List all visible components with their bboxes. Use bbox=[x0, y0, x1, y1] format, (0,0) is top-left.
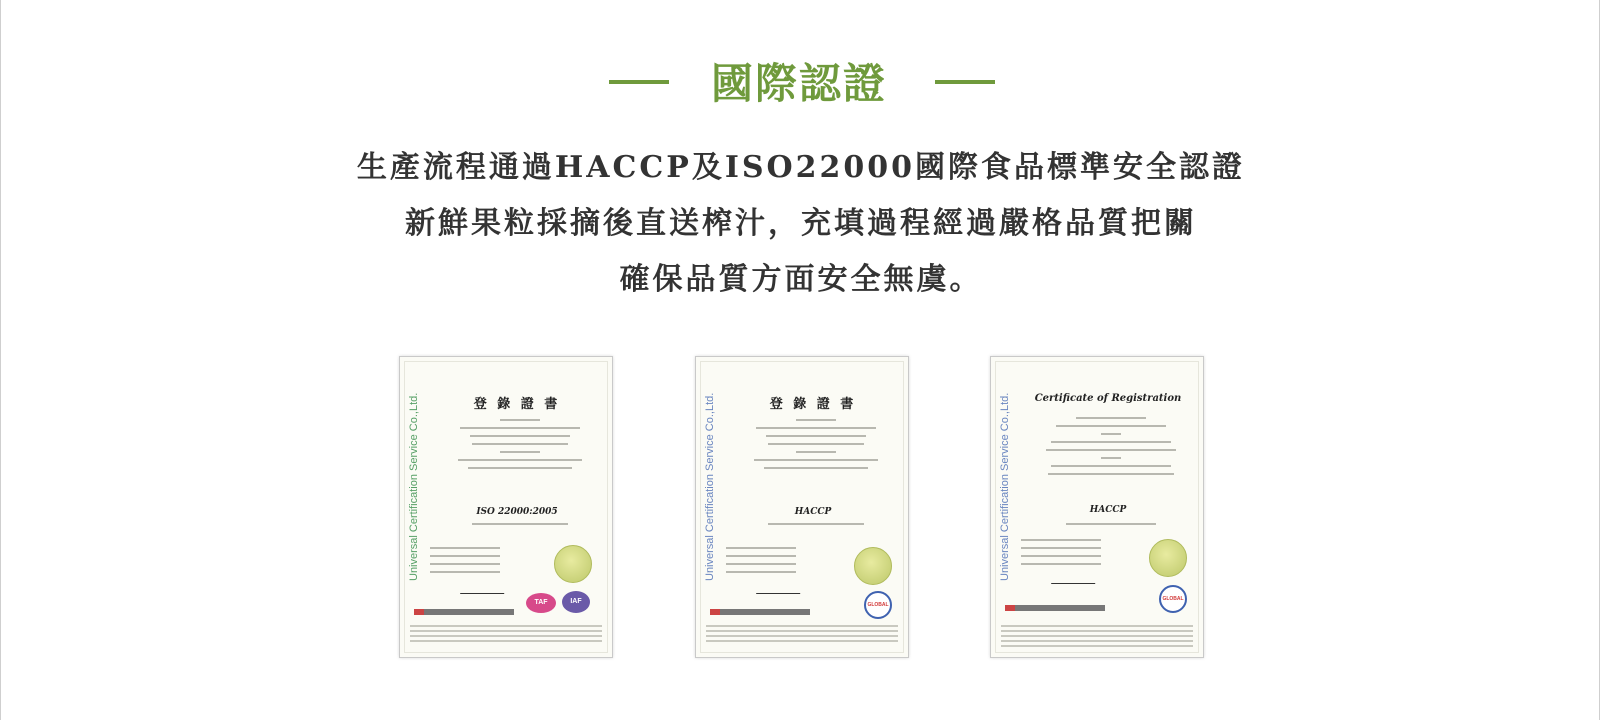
iaf-logo-icon: IAF bbox=[562, 591, 590, 613]
certificate-body-lines bbox=[1031, 417, 1191, 481]
intro-line: 新鮮果粒採摘後直送榨汁，充填過程經過嚴格品質把關 bbox=[405, 206, 1197, 241]
certificate-fine-print bbox=[706, 625, 898, 645]
certificate-title: Certificate of Registration bbox=[1034, 393, 1182, 404]
certificate-gallery bbox=[1, 356, 1600, 658]
certificate-title: 登 錄 證 書 bbox=[769, 397, 857, 412]
certificate-standard: HACCP bbox=[1089, 505, 1127, 515]
taf-logo-icon: TAF bbox=[526, 593, 556, 613]
certificate-issuer-side-text: Universal Certification Service Co.,Ltd. bbox=[704, 392, 716, 582]
certificate-haccp-zh[interactable] bbox=[695, 356, 909, 658]
section-heading bbox=[1, 58, 1600, 110]
global-logo-icon: GLOBAL bbox=[1159, 585, 1187, 613]
certificate-haccp-en[interactable] bbox=[990, 356, 1204, 658]
gold-seal-icon bbox=[554, 545, 592, 583]
signature bbox=[756, 583, 804, 594]
certificate-iso22000[interactable] bbox=[399, 356, 613, 658]
intro-line: 確保品質方面安全無虞。 bbox=[619, 262, 983, 297]
gold-seal-icon bbox=[1149, 539, 1187, 577]
certificate-title: 登 錄 證 書 bbox=[473, 397, 561, 412]
certificate-issuer-side-text: Universal Certification Service Co.,Ltd. bbox=[999, 392, 1011, 582]
intro-paragraph bbox=[1, 140, 1600, 308]
issuer-footer-mark bbox=[414, 609, 514, 615]
heading-rule-left bbox=[609, 80, 669, 84]
signature bbox=[460, 583, 508, 594]
signature bbox=[1051, 573, 1099, 584]
certificate-body-lines bbox=[440, 419, 600, 475]
certificate-body-lines bbox=[736, 523, 896, 531]
certificate-fine-print bbox=[410, 625, 602, 645]
certificate-standard: ISO 22000:2005 bbox=[476, 507, 558, 517]
issuer-footer-mark bbox=[1005, 605, 1105, 611]
certificate-body-lines bbox=[1031, 523, 1191, 531]
intro-line: 生產流程通過HACCP及ISO22000國際食品標準安全認證 bbox=[356, 150, 1246, 185]
certificate-body-lines bbox=[440, 523, 600, 531]
certificate-issuer-side-text: Universal Certification Service Co.,Ltd. bbox=[408, 392, 420, 582]
certificate-standard: HACCP bbox=[794, 507, 832, 517]
certificate-fine-print bbox=[1001, 625, 1193, 650]
certificate-body-lines bbox=[736, 419, 896, 475]
heading-rule-right bbox=[935, 80, 995, 84]
gold-seal-icon bbox=[854, 547, 892, 585]
global-logo-icon: GLOBAL bbox=[864, 591, 892, 619]
section-title: 國際認證 bbox=[710, 59, 887, 108]
issuer-footer-mark bbox=[710, 609, 810, 615]
